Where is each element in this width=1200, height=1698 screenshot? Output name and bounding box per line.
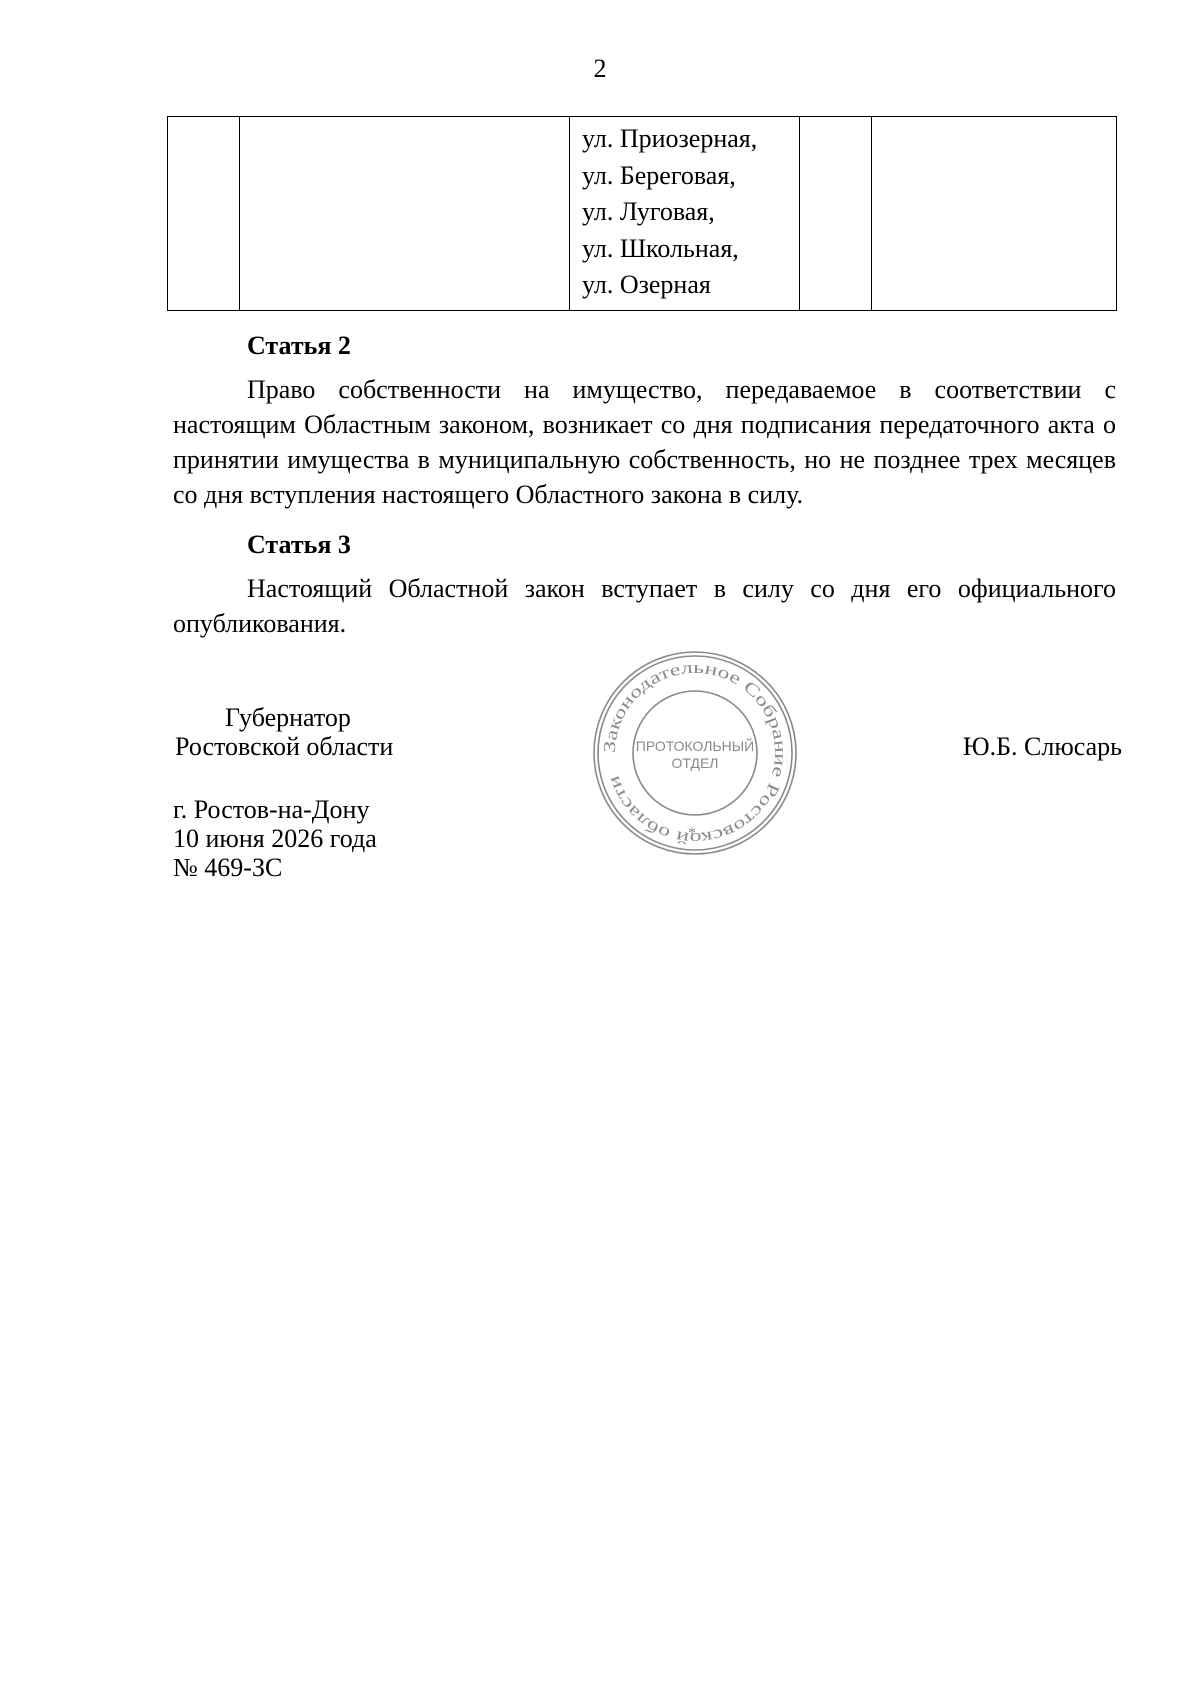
- table-cell-number: [168, 117, 240, 311]
- signatory-name: Ю.Б. Слюсарь: [962, 732, 1122, 761]
- table-cell-empty: [872, 117, 1117, 311]
- place-date: 10 июня 2026 года: [173, 824, 377, 853]
- article-2-text: Право собственности на имущество, передаваемое в соответствии с настоящим Областным законом, возникает со дня подписания передаточного акта о принятии имущества в муниципальную собственность, но не позднее трех месяцев со дня вступления настоящего Областного закона в силу.: [173, 375, 1116, 509]
- table-cell-empty: [800, 117, 872, 311]
- official-stamp: [590, 648, 800, 858]
- article-2-heading: Статья 2: [247, 331, 351, 360]
- street-line: ул. Береговая,: [582, 160, 736, 190]
- table-row: [168, 117, 1117, 311]
- street-line: ул. Луговая,: [582, 197, 715, 226]
- article-3-text: Настоящий Областной закон вступает в силу со дня его официального опубликования.: [173, 574, 1116, 638]
- signatory-region: Ростовской области: [175, 732, 394, 761]
- street-line: ул. Приозерная,: [582, 124, 758, 153]
- article-3-heading: Статья 3: [247, 530, 351, 559]
- stamp-star: *: [688, 825, 696, 842]
- page-number: 2: [593, 54, 607, 83]
- stamp-center-line2: ОТДЕЛ: [671, 755, 719, 771]
- stamp-center-line1: ПРОТОКОЛЬНЫЙ: [635, 738, 755, 754]
- place-city: г. Ростов-на-Дону: [173, 795, 370, 824]
- signatory-title: Губернатор: [225, 703, 351, 732]
- law-number: № 469-ЗС: [173, 853, 283, 882]
- table-cell-streets: [570, 117, 800, 311]
- street-line: ул. Школьная,: [582, 233, 739, 263]
- address-table: [167, 116, 1117, 311]
- street-line: ул. Озерная: [582, 270, 711, 299]
- stamp-ring-text: Законодательное Собрание Ростовской области: [599, 657, 791, 849]
- table-cell-settlement: [240, 117, 570, 311]
